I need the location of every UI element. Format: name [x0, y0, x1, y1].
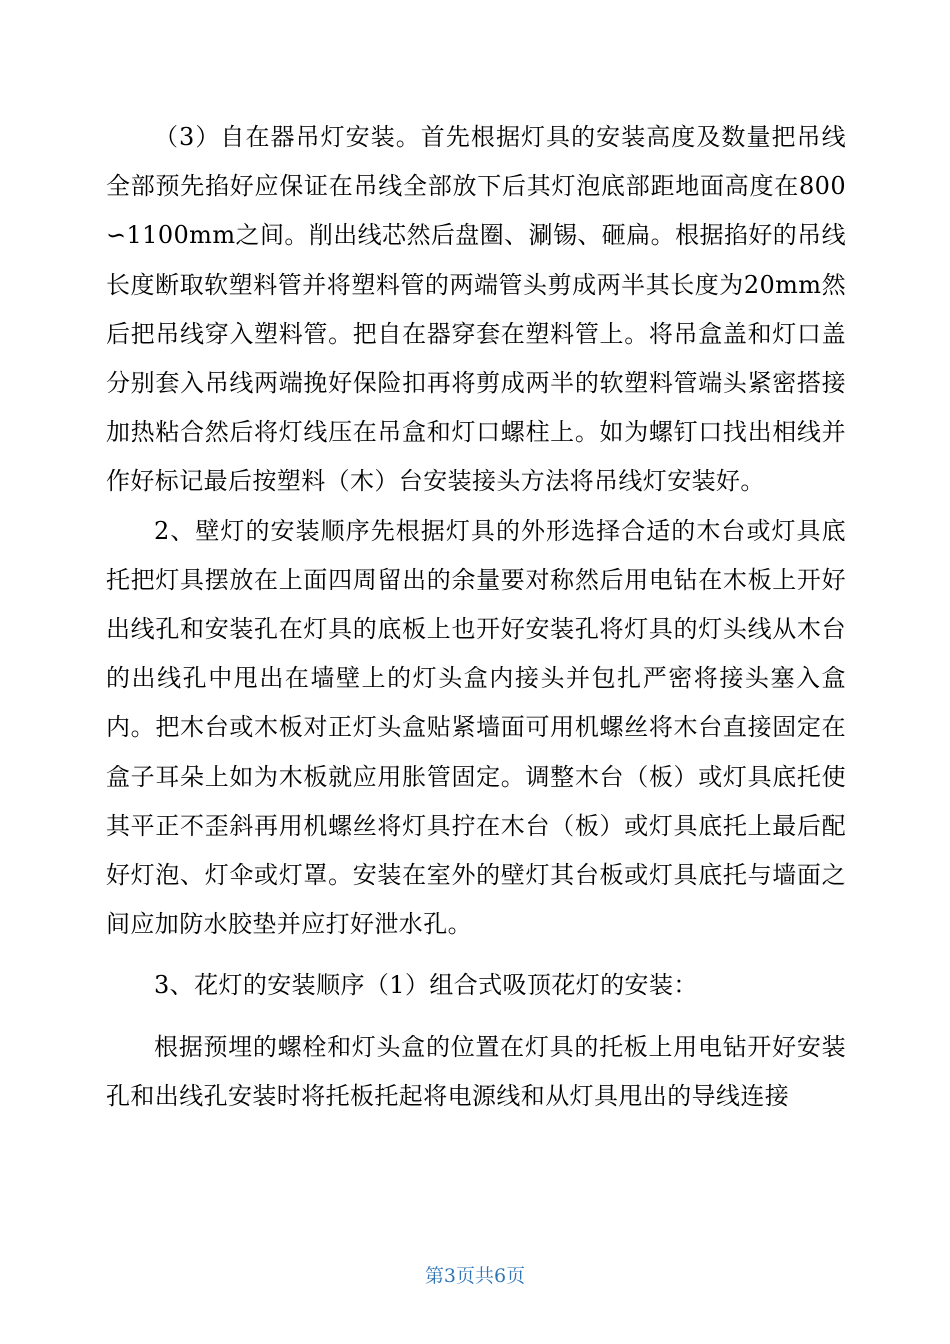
- paragraph-pendant-lamp-installation: （3）自在器吊灯安装。首先根据灯具的安装高度及数量把吊线全部预先掐好应保证在吊线全部放下后其灯泡底部距地面高度在800∽1100mm之间。削出线芯然后盘圈、涮锡、砸扁。根据掐好的吊线长度断取软塑料管并将塑料管的两端管头剪成两半其长度为20mm然后把吊线穿入塑料管。把自在器穿套在塑料管上。将吊盒盖和灯口盖分别套入吊线两端挽好保险扣再将剪成两半的软塑料管端头紧密搭接加热粘合然后将灯线压在吊盒和灯口螺柱上。如为螺钉口找出相线并作好标记最后按塑料（木）台安装接头方法将吊线灯安装好。: [106, 123, 846, 496]
- paragraph-chandelier-heading: 3、花灯的安装顺序（1）组合式吸顶花灯的安装：: [154, 971, 698, 1000]
- page-number-footer: 第3页共6页: [424, 1265, 526, 1287]
- document-body: [106, 113, 846, 1121]
- paragraph-ceiling-chandelier-steps: 根据预埋的螺栓和灯头盒的位置在灯具的托板上用电钻开好安装孔和出线孔安装时将托板托起将电源线和从灯具甩出的导线连接: [106, 1032, 846, 1110]
- paragraph-wall-lamp-installation: 2、壁灯的安装顺序先根据灯具的外形选择合适的木台或灯具底托把灯具摆放在上面四周留出的余量要对称然后用电钻在木板上开好出线孔和安装孔在灯具的底板上也开好安装孔将灯具的灯头线从木台的出线孔中甩出在墙壁上的灯头盒内接头并包扎严密将接头塞入盒内。把木台或木板对正灯头盒贴紧墙面可用机螺丝将木台直接固定在盒子耳朵上如为木板就应用胀管固定。调整木台（板）或灯具底托使其平正不歪斜再用机螺丝将灯具拧在木台（板）或灯具底托上最后配好灯泡、灯伞或灯罩。安装在室外的壁灯其台板或灯具底托与墙面之间应加防水胶垫并应打好泄水孔。: [106, 516, 846, 939]
